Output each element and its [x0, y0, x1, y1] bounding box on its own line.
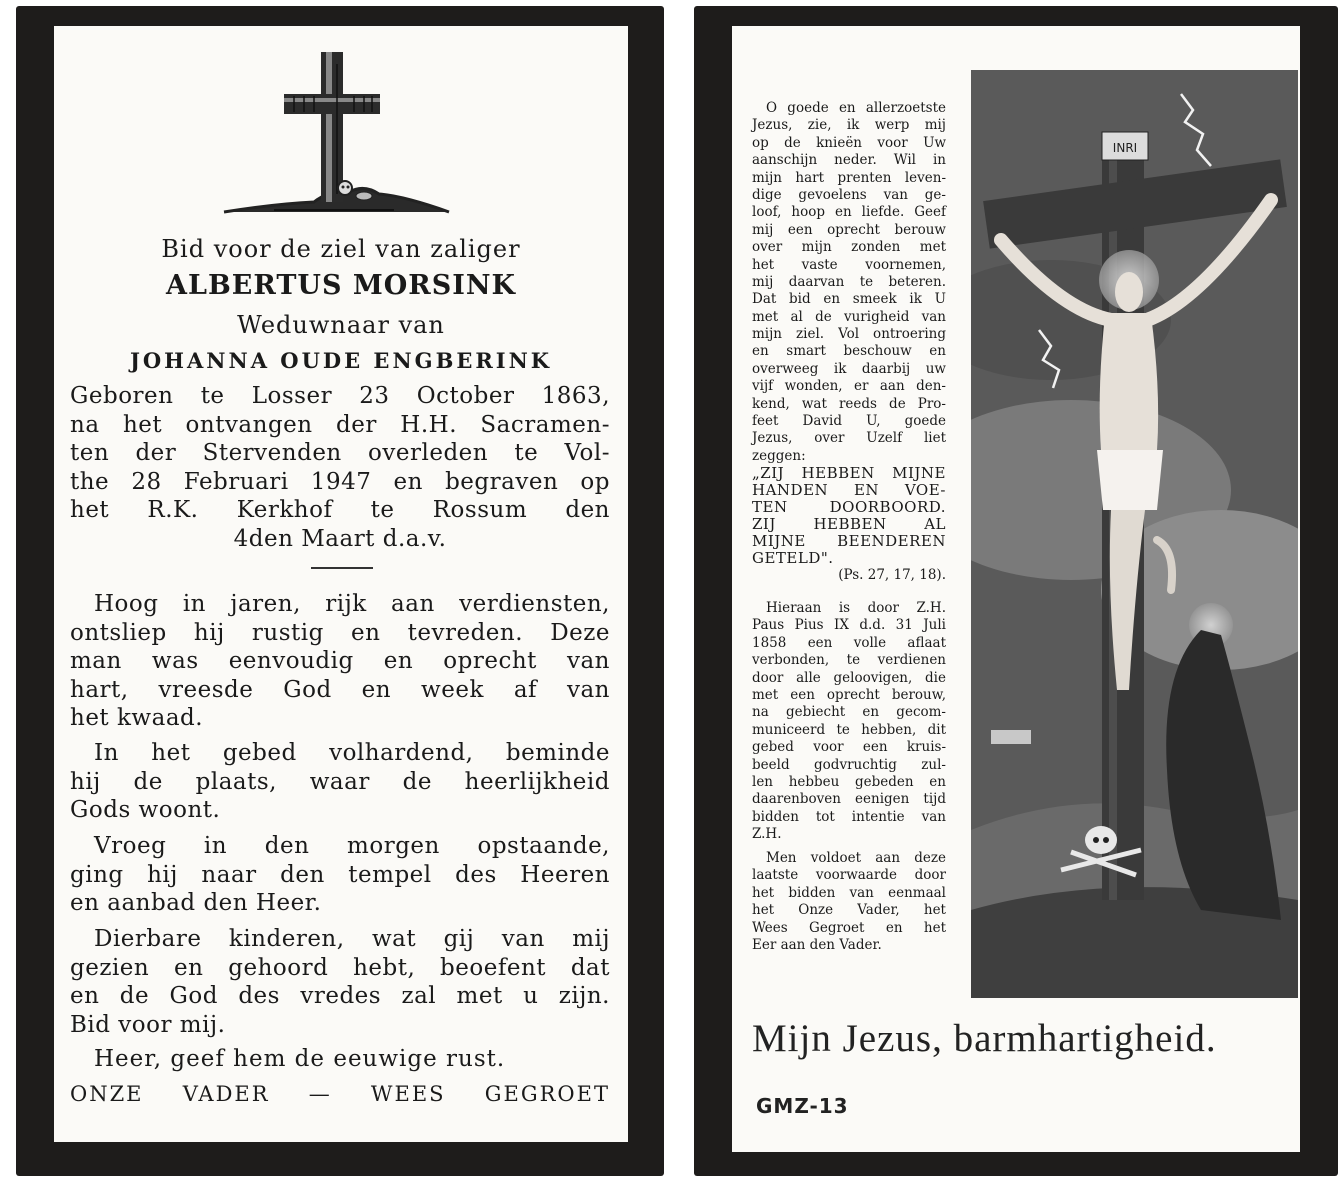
quote-line: HANDEN EN VOE-	[752, 481, 946, 500]
crucifixion-image	[971, 70, 1298, 998]
biography-text	[70, 382, 610, 553]
bio-line: ten der Stervenden overleden te Vol-	[70, 440, 610, 466]
paragraph-line: Dierbare kinderen, wat gij van mij	[94, 926, 610, 952]
indulgence-line: daarenboven eenigen tijd	[752, 791, 946, 808]
bio-line: na het ontvangen der H.H. Sacramen-	[70, 411, 610, 438]
prayer-line: mij daarvan te beteren.	[752, 273, 946, 290]
quote-line: „ZIJ HEBBEN MIJNE	[752, 464, 946, 483]
quote-reference: (Ps. 27, 17, 18).	[838, 567, 946, 584]
condition-line: het bidden van eenmaal	[752, 884, 946, 901]
paragraph-line: en aanbad den Heer.	[70, 890, 322, 916]
prayer-line: vijf wonden, er aan den-	[752, 378, 946, 395]
left-card-panel	[54, 26, 628, 1142]
paragraph-line: In het gebed volhardend, beminde	[94, 740, 610, 766]
paragraph-line: het kwaad.	[70, 705, 204, 731]
card-code: GMZ-13	[756, 1094, 849, 1118]
left-memorial-card	[16, 6, 664, 1176]
paragraph-line: Vroeg in den morgen opstaande,	[94, 833, 610, 859]
paragraph-line: Hoog in jaren, rijk aan verdiensten,	[94, 591, 610, 617]
prayer-line: mijn ziel. Vol ontroering	[752, 326, 946, 343]
prayer-text	[752, 100, 946, 585]
indulgence-line: Hieraan is door Z.H.	[766, 600, 946, 616]
indulgence-line: len hebbeu gebeden en	[752, 773, 946, 790]
paragraph-line: ontsliep hij rustig en tevreden. Deze	[70, 619, 610, 646]
widower-line: Weduwnaar van	[237, 311, 445, 339]
paragraph-2	[70, 739, 610, 825]
prayer-line: aanschijn neder. Wil in	[752, 152, 946, 169]
prayer-line: en smart beschouw en	[752, 343, 946, 360]
prayer-line: het vaste voornemen,	[752, 256, 946, 273]
condition-line: het Onze Vader, het	[752, 902, 946, 919]
paragraph-line: hij de plaats, waar de heerlijkheid	[70, 768, 610, 795]
bio-line: Geboren te Losser 23 October 1863,	[70, 383, 610, 409]
prayer-line: overweeg ik daarbij uw	[752, 360, 946, 377]
paragraph-line: gezien en gehoord hebt, beoefent dat	[70, 954, 610, 981]
indulgence-line: met een oprecht berouw,	[752, 686, 946, 703]
inri-label: INRI	[1112, 141, 1138, 155]
condition-line: Men voldoet aan deze	[766, 850, 946, 866]
bio-line: 4den Maart d.a.v.	[233, 525, 447, 552]
right-prayer-card	[694, 6, 1338, 1176]
eternal-rest-line: Heer, geef hem de eeuwige rust.	[94, 1046, 506, 1072]
indulgence-line: beeld godvruchtig zul-	[752, 756, 946, 773]
prayer-line: op de knieën voor Uw	[752, 134, 946, 151]
prayer-line: zeggen:	[752, 447, 806, 464]
prayer-line: loof, hoop en liefde. Geef	[752, 204, 946, 221]
indulgence-line: na gebiecht en gecom-	[752, 704, 946, 721]
prayer-line: Jezus, over Uzelf liet	[752, 430, 946, 447]
prayer-line: met al de vurigheid van	[752, 308, 946, 325]
paragraph-line: ging hij naar den tempel des Heeren	[70, 861, 610, 888]
indulgence-line: 1858 een volle aflaat	[752, 634, 946, 651]
condition-text	[752, 850, 946, 954]
right-card-panel	[732, 26, 1300, 1152]
indulgence-line: Paus Pius IX d.d. 31 Juli	[752, 617, 946, 634]
indulgence-line: Z.H.	[752, 826, 782, 843]
indulgence-line: verbonden, te verdienen	[752, 652, 946, 669]
quote-line: ZIJ HEBBEN AL	[752, 515, 946, 534]
paragraph-3	[70, 832, 610, 918]
paragraph-line: man was eenvoudig en oprecht van	[70, 648, 610, 674]
prayer-line: Jezus, zie, ik werp mij	[752, 117, 946, 134]
paragraph-line: Bid voor mij.	[70, 1011, 226, 1038]
bio-line: het R.K. Kerkhof te Rossum den	[70, 497, 610, 523]
prayer-line: kend, wat reeds de Pro-	[752, 395, 946, 412]
paragraph-line: en de God des vredes zal met u zijn.	[70, 983, 610, 1009]
prayers-line: ONZE VADER — WEES GEGROET	[70, 1082, 610, 1106]
quote-line: GETELD".	[752, 549, 834, 568]
quote-line: TEN DOORBOORD.	[752, 498, 946, 517]
intro-line: Bid voor de ziel van zaliger	[161, 235, 521, 263]
bio-line: the 28 Februari 1947 en begraven op	[70, 468, 610, 495]
indulgence-line: bidden tot intentie van	[752, 808, 946, 825]
prayer-line: dige gevoelens van ge-	[752, 186, 946, 203]
prayer-line: feet David U, goede	[752, 413, 946, 430]
deceased-name: ALBERTUS MORSINK	[166, 270, 516, 301]
spouse-name: JOHANNA OUDE ENGBERINK	[129, 348, 553, 373]
indulgence-line: gebed voor een kruis-	[752, 739, 946, 756]
mercy-inscription: Mijn Jezus, barmhartigheid.	[752, 1017, 1217, 1060]
paragraph-4	[70, 925, 610, 1039]
indulgence-line: municeerd te hebben, dit	[752, 721, 946, 738]
condition-line: laatste voorwaarde door	[752, 867, 946, 884]
quote-line: MIJNE BEENDEREN	[752, 532, 946, 551]
condition-line: Eer aan den Vader.	[752, 936, 882, 953]
indulgence-line: door alle geloovigen, die	[752, 669, 946, 686]
paragraph-line: Gods woont.	[70, 797, 221, 823]
separator-line	[311, 567, 373, 569]
cross-icon	[214, 44, 454, 219]
prayer-line: over mijn zonden met	[752, 239, 946, 256]
prayer-line: mijn hart prenten leven-	[752, 169, 946, 186]
prayer-line: Dat bid en smeek ik U	[752, 291, 946, 308]
condition-line: Wees Gegroet en het	[752, 919, 946, 936]
prayer-line: O goede en allerzoetste	[766, 100, 946, 116]
paragraph-line: hart, vreesde God en week af van	[70, 676, 610, 703]
paragraph-1	[70, 590, 610, 733]
prayer-line: mij een oprecht berouw	[752, 221, 946, 238]
indulgence-text	[752, 600, 946, 843]
